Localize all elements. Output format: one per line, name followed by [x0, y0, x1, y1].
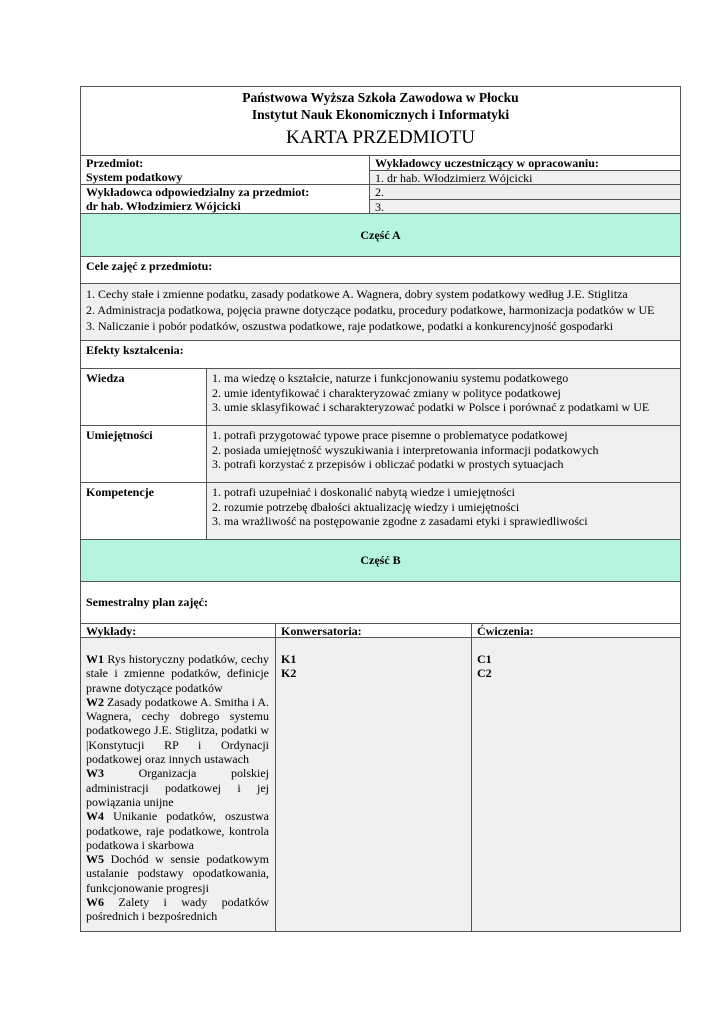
lecture-item: W6 Zalety i wady podatków pośrednich i bezpośrednich [86, 895, 269, 924]
goal-item: 2. Administracja podatkowa, pojęcia prawne dotyczące podatku, procedury podatkowe, harmonizacja podatków w UE [86, 303, 655, 317]
document-title: KARTA PRZEDMIOTU [286, 127, 475, 148]
part-a-banner [80, 214, 681, 257]
goal-item: 3. Naliczanie i pobór podatków, oszustwa podatkowe, raje podatkowe, podatki a konkurencyjność gospodarki [86, 319, 614, 333]
effect-item: 2. umie identyfikować i charakteryzować zmiany w polityce podatkowej [212, 385, 561, 400]
subject-label: Przedmiot: [86, 156, 144, 170]
institute-name: Instytut Nauk Ekonomicznych i Informatyki [251, 107, 510, 122]
effect-item: 3. umie sklasyfikować i scharakteryzować podatki w Polsce i porównać z podatkami w UE [212, 400, 650, 414]
lectures-header: Wykłady: [81, 624, 276, 637]
effect-group-name: Umiejętności [81, 426, 207, 482]
contributor-1: 1. dr hab. Włodzimierz Wójcicki [370, 170, 680, 184]
part-b-label: Część B [360, 553, 401, 567]
effect-item: 1. potrafi uzupełniać i doskonalić nabytą wiedze i umiejętności [212, 485, 515, 499]
contributor-2: 2. [370, 185, 680, 199]
effects-label: Efekty kształcenia: [86, 343, 184, 357]
lecture-item: W5 Dochód w sensie podatkowym ustalanie podstawy opodatkowania, funkcjonowanie progresji [86, 852, 269, 895]
plan-body [80, 638, 681, 932]
lecture-item: W2 Zasady podatkowe A. Smitha i A. Wagnera, cechy dobrego systemu podatkowego J.E. Stiglitza, podatki w |Konstytucji RP i Ordynacji podatkowej oraz innych ustawach [86, 694, 269, 767]
lecture-item: W3 Organizacja polskiej administracji podatkowej i jej powiązania unijne [86, 766, 269, 809]
responsible-label: Wykładowca odpowiedzialny za przedmiot: [86, 185, 310, 199]
goals-heading [80, 257, 681, 284]
effect-item: 3. ma wrażliwość na postępowanie zgodne z zasadami etyki i sprawiedliwości [212, 514, 588, 528]
subject-row [80, 156, 681, 185]
part-b-banner [80, 540, 681, 582]
effects-heading [80, 341, 681, 369]
plan-column-headers [80, 624, 681, 638]
effects-competences [80, 483, 681, 540]
university-name: Państwowa Wyższa Szkoła Zawodowa w Płocku [242, 90, 519, 105]
contributor-3: 3. [370, 199, 680, 213]
responsible-value: dr hab. Włodzimierz Wójcicki [86, 199, 241, 213]
goal-item: 1. Cechy stałe i zmienne podatku, zasady podatkowe A. Wagnera, dobry system podatkowy według J.E. Stiglitza [86, 287, 628, 301]
effect-item: 1. potrafi przygotować typowe prace pisemne o problematyce podatkowej [212, 428, 568, 442]
subject-value: System podatkowy [86, 170, 183, 184]
exercise-item: C2 [477, 666, 492, 681]
goals-label: Cele zajęć z przedmiotu: [86, 259, 213, 273]
exercises-column [472, 638, 680, 931]
document-header [80, 86, 681, 156]
course-card [80, 86, 681, 932]
plan-heading [80, 582, 681, 624]
conversatories-column [276, 638, 472, 931]
conversatory-item: K1 [281, 652, 297, 666]
exercise-item: C1 [477, 652, 492, 666]
effect-item: 2. rozumie potrzebę dbałości aktualizację wiedzy i umiejętności [212, 499, 520, 514]
effect-group-name: Kompetencje [81, 483, 207, 539]
effects-skills [80, 426, 681, 483]
plan-label: Semestralny plan zajęć: [86, 595, 208, 609]
part-a-label: Część A [360, 227, 401, 242]
conversatory-item: K2 [281, 666, 297, 681]
effect-group-name: Wiedza [81, 369, 207, 425]
effect-item: 2. posiada umiejętność wyszukiwania i interpretowania informacji podatkowych [212, 442, 599, 457]
effects-knowledge [80, 369, 681, 426]
effect-item: 3. potrafi korzystać z przepisów i obliczać podatki w prostych sytuacjach [212, 457, 564, 471]
contributors-label: Wykładowcy uczestniczący w opracowaniu: [375, 156, 599, 170]
goals-list [80, 284, 681, 341]
lectures-column [81, 638, 276, 931]
lecture-item: W4 Unikanie podatków, oszustwa podatkowe, raje podatkowe, kontrola podatkowa i skarbowa [86, 809, 269, 852]
responsible-row [80, 185, 681, 214]
conversatories-header: Konwersatoria: [276, 624, 472, 637]
exercises-header: Ćwiczenia: [477, 624, 534, 638]
effect-item: 1. ma wiedzę o kształcie, naturze i funkcjonowaniu systemu podatkowego [212, 371, 569, 385]
lecture-item: W1 Rys historyczny podatków, cechy stałe i zmienne podatków, definicje prawne dotyczące podatków [86, 652, 269, 695]
